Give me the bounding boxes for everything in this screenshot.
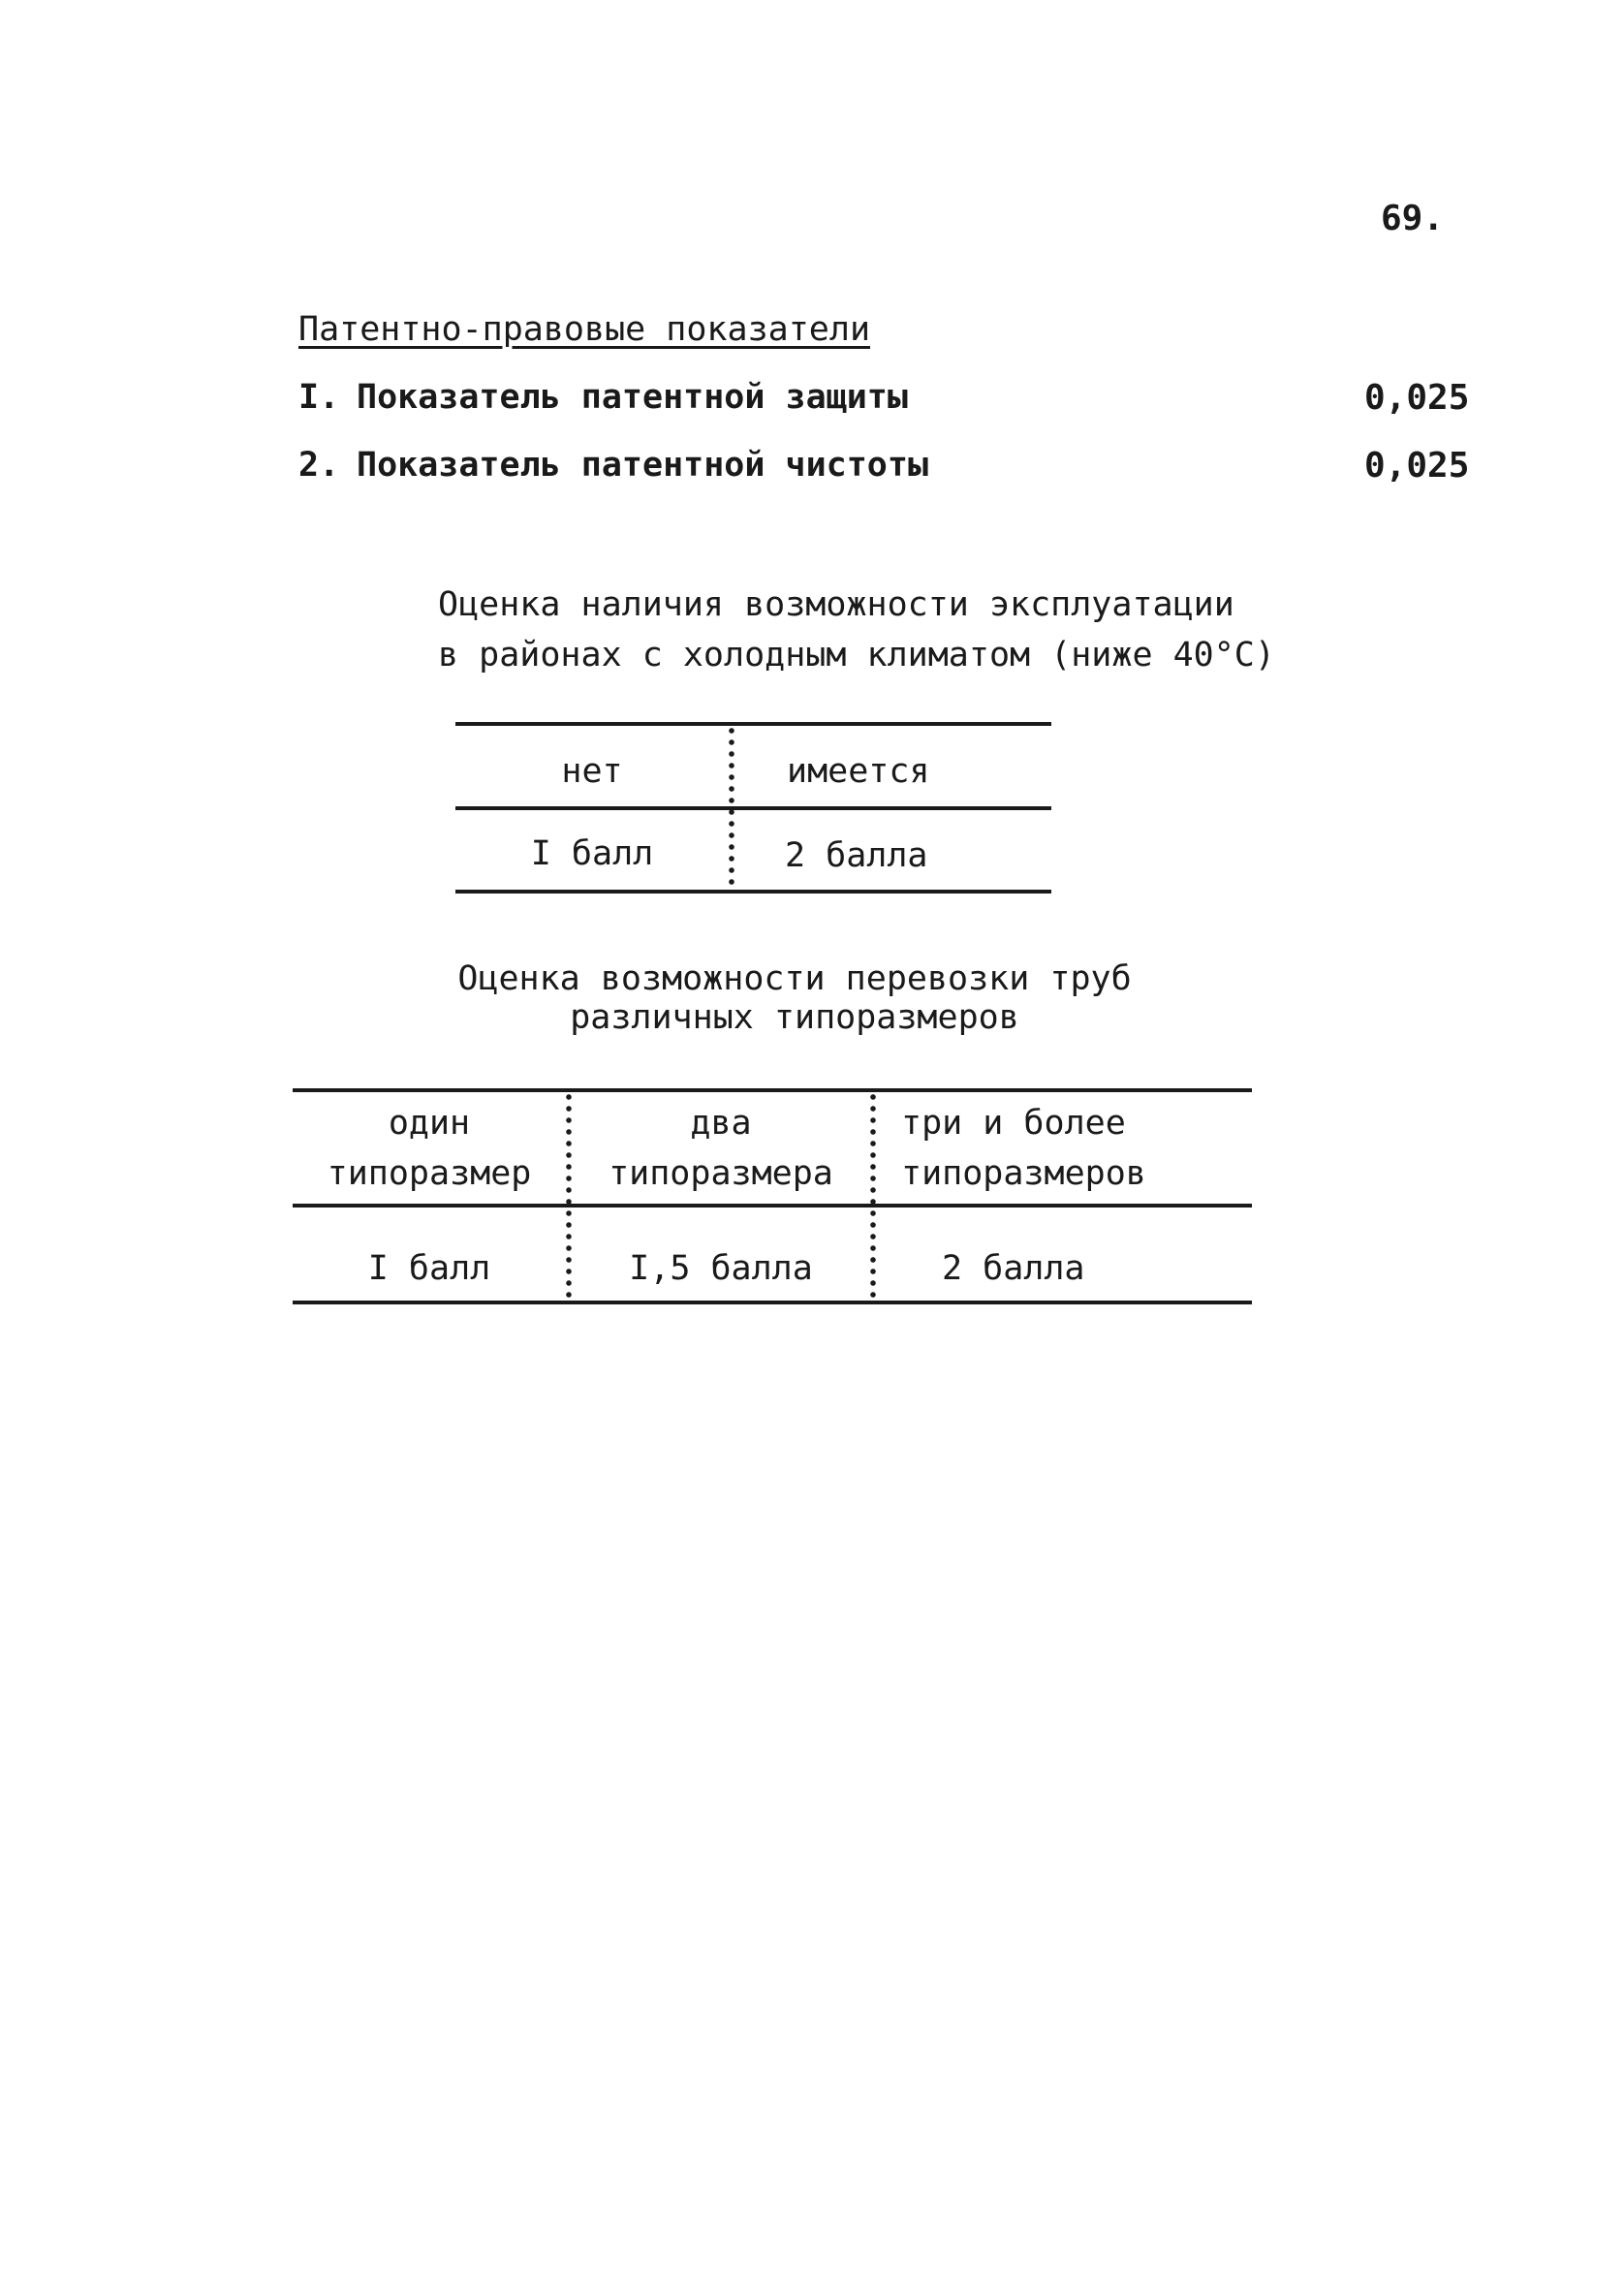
list-item	[298, 378, 908, 417]
list-item-number: 2.	[298, 446, 340, 485]
table2-data-cell: I,5 балла	[629, 1249, 813, 1288]
table2-header-line1: три и более	[901, 1104, 1126, 1143]
page-number: 69.	[1381, 199, 1445, 238]
table1-header-cell: нет	[561, 752, 623, 791]
section-heading: Патентно-правовые показатели	[298, 310, 871, 349]
table2-header-line1: два	[690, 1104, 752, 1143]
table2-column-divider	[870, 1091, 876, 1299]
table2-caption-line2: различных типоразмеров	[570, 998, 1019, 1037]
table1-caption-line2: в районах с холодным климатом (ниже 40°С)	[438, 636, 1275, 674]
table2-top-rule	[293, 1088, 1252, 1092]
table1-data-cell: 2 балла	[785, 836, 928, 875]
table2-header-line1: один	[388, 1104, 471, 1143]
list-item-number: I.	[298, 378, 340, 417]
table1-column-divider	[729, 725, 734, 888]
table1-header-rule	[455, 806, 1051, 810]
table1-header-cell: имеется	[787, 752, 930, 791]
table1-top-rule	[455, 722, 1051, 726]
list-item-label: Показатель патентной защиты	[357, 378, 908, 417]
table1-caption	[438, 580, 1275, 680]
table2-header-line2: типоразмер	[327, 1154, 532, 1193]
list-item	[298, 446, 928, 485]
table1-bottom-rule	[455, 890, 1051, 894]
list-item-value: 0,025	[1364, 378, 1470, 418]
table2-header-line2: типоразмеров	[901, 1154, 1146, 1193]
table2-bottom-rule	[293, 1301, 1252, 1304]
table2-header-cell	[901, 1098, 1221, 1199]
table2-data-cell: I балл	[367, 1249, 491, 1288]
table1-data-cell: I балл	[530, 834, 654, 873]
table2-data-cell: 2 балла	[942, 1249, 1085, 1288]
table2-caption	[455, 959, 1134, 1037]
table2-caption-line1: Оценка возможности перевозки труб	[457, 959, 1132, 998]
table2-header-cell	[572, 1098, 870, 1199]
table2-header-cell	[293, 1098, 566, 1199]
table1-caption-line1: Оценка наличия возможности эксплуатации	[438, 585, 1234, 624]
list-item-value: 0,025	[1364, 446, 1470, 486]
table2-header-line2: типоразмера	[609, 1154, 833, 1193]
table2-header-rule	[293, 1204, 1252, 1208]
list-item-label: Показатель патентной чистоты	[357, 446, 929, 485]
